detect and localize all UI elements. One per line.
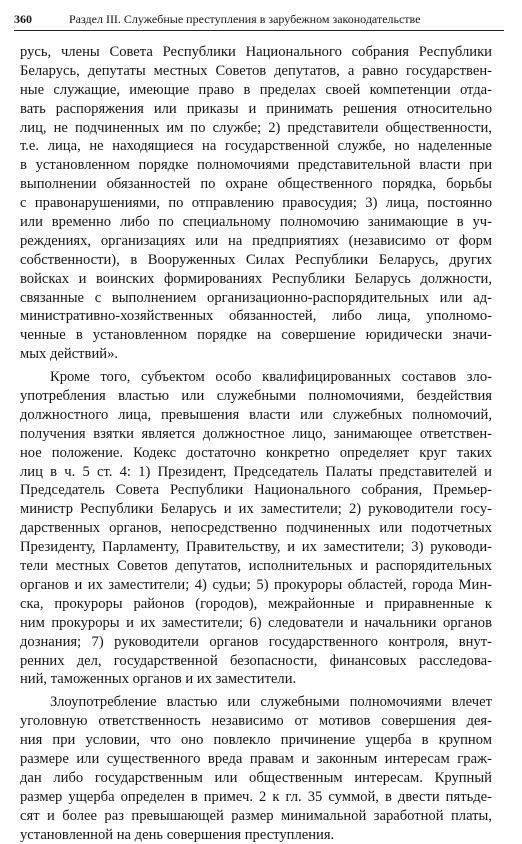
text-line: органов и их заместители; 4) судьи; 5) прокуроры областей, города Мин- [20,576,492,593]
text-line: ренних дел, государственной безопасности, финансовых расследова- [20,652,492,669]
text-line: реждениях, организациях или на предприятиях (независимо от форм [20,232,492,249]
running-title: Раздел III. Служебные преступления в зарубежном законодательстве [69,12,421,26]
text-line: размер ущерба определен в примеч. 2 к гл. 35 суммой, в двести пятьде- [20,788,492,805]
text-line: должностного лица, превышения власти или служебных полномочий, [20,406,492,423]
text-line: получения взятки является должностное лицо, занимающее ответствен- [20,425,492,442]
text-line: ное положение. Кодекс достаточно конкретно определяет круг таких [20,444,492,461]
text-line: ний, таможенных органов и их заместители. [20,671,297,688]
page-number: 360 [14,12,32,26]
text-line: дознания; 7) руководители органов государственного контроля, внут- [20,633,492,650]
text-line: собственности), в Вооруженных Силах Республики Беларусь, других [20,251,492,268]
text-line: Кроме того, субъектом особо квалифицированных составов зло- [50,369,492,386]
text-line: ные служащие, имеющие право в пределах своей компетенции отда- [20,81,492,98]
text-line: сят и более раз превышающей размер минимальной заработной платы, [20,807,492,824]
text-line: установленной на день совершения преступления. [20,826,335,843]
text-line: ченные в установленном порядке на совершение юридически значи- [20,327,492,344]
text-line: Злоупотребление властью или служебными полномочиями влечет [50,694,492,711]
text-line: русь, члены Совета Республики Национального собрания Республики [20,44,492,60]
text-line: войсках и воинских формированиях Республики Беларусь должности, [20,270,492,287]
text-line: т.е. лица, не находящиеся на государственной службе, но наделенные [20,138,492,155]
text-line: ска, прокуроры районов (городов), межрайонные и приравненные к [20,595,492,612]
paragraph [20,43,492,364]
paragraph [20,368,492,689]
text-line: выполнении обязанностей по охране общественного порядка, борьбы [20,176,492,193]
text-line: связанные с выполнением организационно-распорядительных или ад- [20,289,492,306]
page-body [20,43,492,844]
text-line: или временно либо по специальному полномочию занимающие в уч- [20,214,492,231]
text-line: дарственных органов, непосредственно подчиненных или подотчетных [20,520,492,537]
text-line: вать распоряжения или приказы и принимать решения относительно [20,100,492,117]
text-line: тели местных Советов депутатов, исполнительных и распорядительных [20,558,492,575]
text-line: мых действий». [20,346,119,363]
text-line: министративно-хозяйственных обязанностей, либо лица, уполномо- [20,308,492,325]
text-line: Председатель Совета Республики Национального собрания, Премьер- [20,482,492,499]
text-line: Беларусь, депутаты местных Советов депутатов, а равно государствен- [20,62,492,79]
text-line: Президенту, Парламенту, Правительству, и их заместители; 3) руководи- [20,539,492,556]
running-header [14,10,504,31]
text-line: употребления властью или служебными полномочиями, бездействия [20,388,492,405]
text-line: дан либо государственным или общественным интересам. Крупный [20,769,492,786]
text-line: ним прокуроры и их заместители; 6) следователи и начальники органов [20,614,492,631]
text-line: с правонарушениями, по отправлению правосудия; 3) лица, постоянно [20,195,492,212]
text-line: в установленном порядке полномочиями представительной власти при [20,157,492,174]
text-line: уголовную ответственность независимо от мотивов совершения дея- [20,713,492,730]
text-line: министр Республики Беларусь и их заместители; 2) руководители госу- [20,501,492,518]
text-line: лиц в ч. 5 ст. 4: 1) Президент, Председатель Палаты представителей и [20,463,492,480]
text-line: размере или существенного вреда правам и законным интересам граж- [20,750,492,767]
paragraph [20,693,492,844]
text-line: лиц, не подчиненных им по службе; 2) представители общественности, [20,119,492,136]
text-line: ния при условии, что оно повлекло причинение ущерба в крупном [20,732,492,749]
